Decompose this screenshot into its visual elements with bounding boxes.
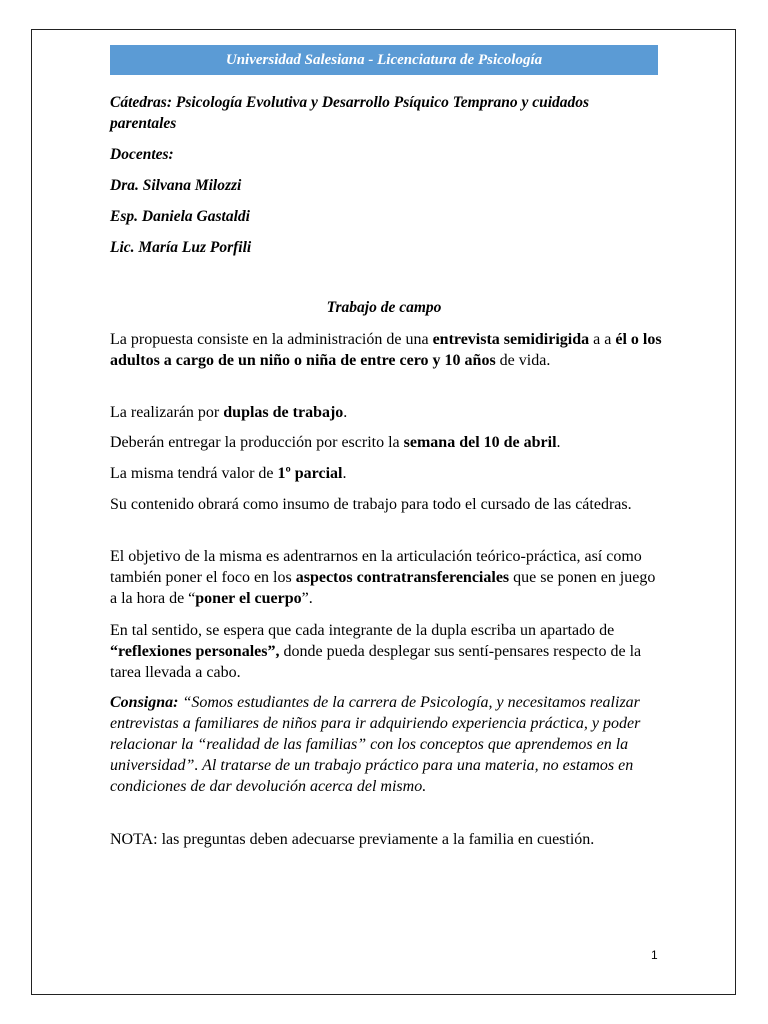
text: . xyxy=(343,404,348,421)
paragraph-objetivo xyxy=(110,546,666,609)
text: El objetivo de la misma es adentrarnos en la articulación teórico-práctica, así como también poner el foco en los xyxy=(110,548,642,586)
page-number: 1 xyxy=(651,948,658,962)
text: . xyxy=(342,465,347,482)
section-title: Trabajo de campo xyxy=(326,299,442,316)
docente-3: Lic. María Luz Porfili xyxy=(110,239,252,256)
paragraph-propuesta xyxy=(110,329,666,371)
paragraph-entrega xyxy=(110,432,666,453)
text: que se ponen en juego a la hora de “ xyxy=(110,569,656,607)
text: La misma tendrá valor de xyxy=(110,465,278,482)
bold-text: poner el cuerpo xyxy=(195,590,302,607)
text: En tal sentido, se espera que cada integrante de la dupla escriba un apartado de xyxy=(110,622,615,639)
paragraph-consigna xyxy=(110,692,666,797)
docente-1: Dra. Silvana Milozzi xyxy=(110,177,242,194)
consigna-label: Consigna: xyxy=(110,694,179,711)
bold-text: él o los adultos a cargo de un niño o niña de entre cero y 10 años xyxy=(110,331,662,369)
bold-text: “reflexiones personales”, xyxy=(110,643,280,660)
paragraph-contenido: Su contenido obrará como insumo de trabajo para todo el cursado de las cátedras. xyxy=(110,496,632,513)
header-banner: Universidad Salesiana - Licenciatura de Psicología xyxy=(110,45,658,75)
paragraph-duplas xyxy=(110,402,666,423)
paragraph-nota: NOTA: las preguntas deben adecuarse previamente a la familia en cuestión. xyxy=(110,831,595,848)
text: donde pueda desplegar sus sentí-pensares respecto de la tarea llevada a cabo. xyxy=(110,643,642,681)
text: La realizarán por xyxy=(110,404,224,421)
text: ”. xyxy=(301,590,313,607)
docente-2: Esp. Daniela Gastaldi xyxy=(110,208,250,225)
text: La propuesta consiste en la administración de una xyxy=(110,331,433,348)
text: . xyxy=(556,434,561,451)
paragraph-valor xyxy=(110,463,666,484)
bold-text: entrevista semidirigida xyxy=(432,331,590,348)
paragraph-reflexiones xyxy=(110,620,666,683)
text: de vida. xyxy=(495,352,551,369)
bold-text: duplas de trabajo xyxy=(223,404,344,421)
bold-text: aspectos contratransferenciales xyxy=(295,569,510,586)
bold-text: semana del 10 de abril xyxy=(403,434,557,451)
catedras-heading: Cátedras: Psicología Evolutiva y Desarrollo Psíquico Temprano y cuidados parentales xyxy=(110,94,590,132)
consigna-text: “Somos estudiantes de la carrera de Psicología, y necesitamos realizar entrevistas a familiares de niños para ir adquiriendo experiencia práctica, y poder relacionar la “realidad de las familias” con los conceptos que aprendemos en la universidad”. Al tratarse de un trabajo práctico para una materia, no estamos en condiciones de dar devolución acerca del mismo. xyxy=(110,694,641,795)
bold-text: 1º parcial xyxy=(277,465,343,482)
text: Deberán entregar la producción por escrito la xyxy=(110,434,404,451)
docentes-label: Docentes: xyxy=(110,146,174,163)
text: a a xyxy=(589,331,616,348)
